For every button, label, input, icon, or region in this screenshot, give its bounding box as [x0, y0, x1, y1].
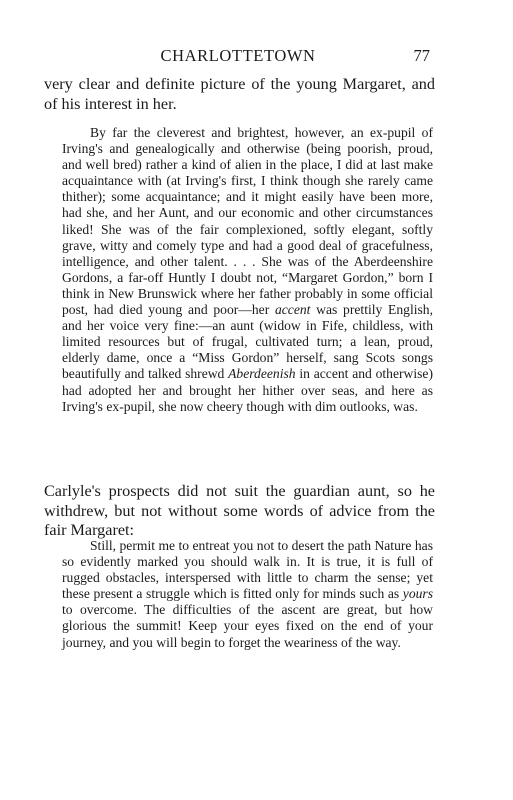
body-paragraph-1: very clear and definite picture of the young Margaret, and of his interest in her.	[44, 75, 435, 113]
running-title: CHARLOTTETOWN	[160, 46, 316, 65]
block-quote-1	[62, 125, 433, 415]
quote-2-text-part-1: Still, permit me to entreat you not to desert the path Nature has so evidently marked you should walk in. It is true, it is full of rugged obstacles, interspersed with little to charm the sense; yet these present a struggle which is fitted only for minds such as	[62, 538, 433, 602]
quote-1-text-part-3: in accent and otherwise) had adopted her and brought her hither over seas, and here as Irving's ex-pupil, she now cheery though with dim outlooks, was.	[62, 366, 433, 414]
quote-1-italic-aberdeenish: Aberdeenish	[228, 366, 296, 382]
quote-1-text-part-2: was prettily English, and her voice very fine:—an aunt (widow in Fife, childless, with limited resources but of frugal, cultivated turn; a lean, proud, elderly dame, once a “Miss Gordon” herself, sang Scots songs beautifully and talked shrewd	[62, 302, 433, 382]
quote-1-italic-accent: accent	[274, 302, 311, 318]
body-paragraph-2: Carlyle's prospects did not suit the guardian aunt, so he withdrew, but not without some words of advice from the fair Margaret:	[44, 482, 435, 539]
running-head	[44, 46, 432, 68]
page-number: 77	[413, 46, 430, 65]
quote-2-text-part-2: to overcome. The difficulties of the ascent are great, but how glorious the summit! Keep your eyes fixed on the end of your journey, and you will begin to forget the weariness of the way.	[62, 602, 433, 650]
quote-1-text-part-1: By far the cleverest and brightest, however, an ex-pupil of Irving's and genealogically and otherwise (being poorish, proud, and well bred) rather a kind of alien in the place, I did at last make acquaintance with (at Irving's first, I think though she rarely came thither); some acquaintance; and it might easily have been more, had she, and her Aunt, and our economic and other circumstances liked! She was of the fair complexioned, softly elegant, softly grave, witty and comely type and had a good deal of gracefulness, intelligence, and other talent. . . . She was of the Aberdeenshire Gordons, a far-off Huntly I doubt not, “Margaret Gordon,” born I think in New Brunswick where her father probably in some official post, had died young and poor—her	[62, 125, 433, 318]
quote-2-italic-yours: yours	[402, 586, 433, 602]
block-quote-2	[62, 538, 433, 651]
